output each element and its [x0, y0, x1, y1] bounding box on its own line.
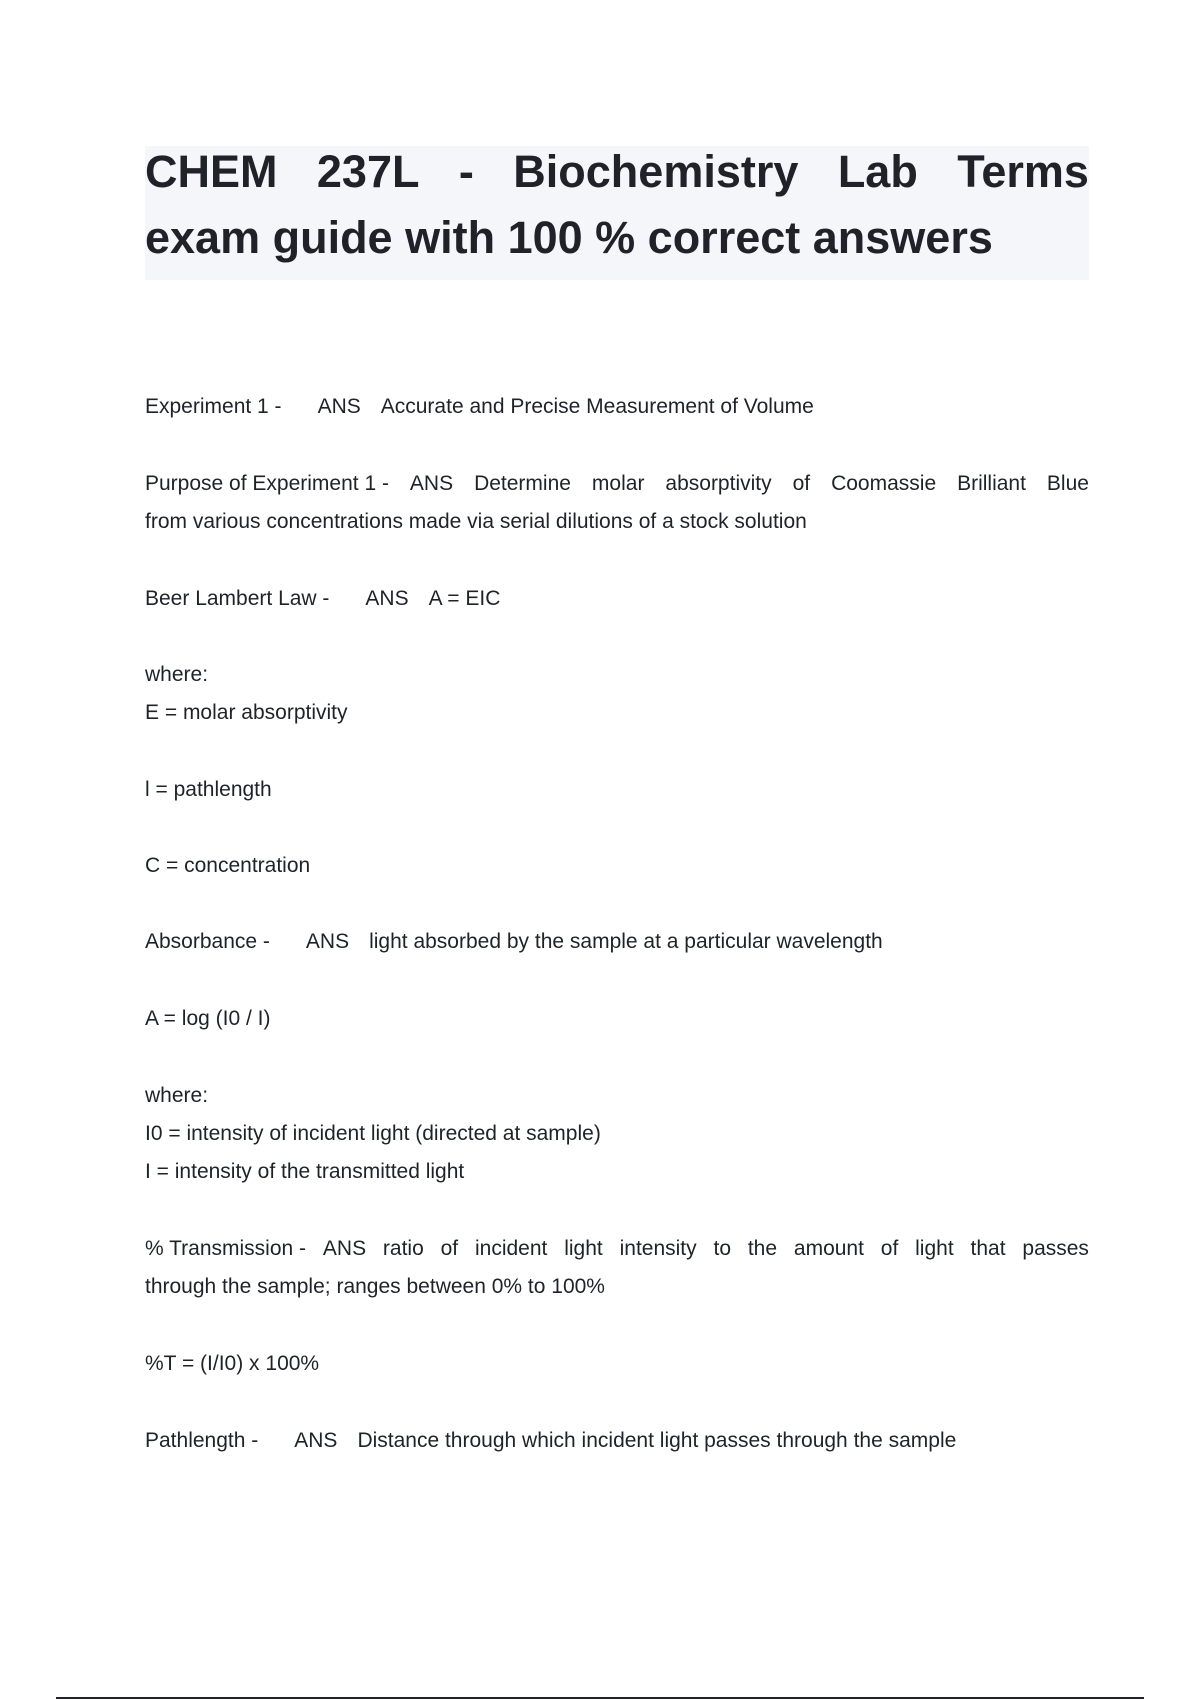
term: Pathlength -: [145, 1429, 259, 1452]
term: % Transmission -: [145, 1237, 307, 1260]
entry-beer-lambert: [145, 585, 1089, 613]
title-word: CHEM: [145, 146, 278, 197]
footer-rule: [56, 1697, 1144, 1699]
ans-label: ANS: [294, 1429, 338, 1452]
definition-word: to: [713, 1237, 731, 1260]
definition: Distance through which incident light passes through the sample: [357, 1429, 957, 1452]
title-word: Lab: [837, 146, 918, 197]
entry-pathlength: [145, 1427, 1089, 1455]
entry-absorbance: [145, 928, 1089, 956]
l-definition: l = pathlength: [145, 778, 272, 801]
definition: Accurate and Precise Measurement of Volume: [380, 395, 814, 418]
definition-word: Brilliant: [957, 472, 1026, 495]
definition-word: Determine: [474, 472, 571, 495]
definition-word: amount: [793, 1237, 864, 1260]
entry-transmission-line-2: through the sample; ranges between 0% to 100%: [145, 1275, 605, 1298]
absorbance-formula: A = log (I0 / I): [145, 1007, 271, 1030]
title-word: 237L: [316, 146, 420, 197]
title-line-2: exam guide with 100 % correct answers: [145, 212, 993, 263]
definition-word: that: [970, 1237, 1006, 1260]
entry-purpose-line-2: from various concentrations made via serial dilutions of a stock solution: [145, 510, 807, 533]
ans-label: ANS: [317, 395, 361, 418]
document-title: [145, 0, 1089, 300]
where-label-2: where:: [145, 1084, 209, 1107]
term: Absorbance -: [145, 930, 270, 953]
entry-transmission-line-1: [145, 1235, 1089, 1263]
transmission-formula: %T = (I/I0) x 100%: [145, 1352, 320, 1375]
definition-word: of: [880, 1237, 899, 1260]
title-word: Biochemistry: [513, 146, 799, 197]
entry-experiment-1: [145, 393, 1089, 421]
definition-word: of: [792, 472, 811, 495]
ans-label: ANS: [365, 587, 409, 610]
i-definition: I = intensity of the transmitted light: [145, 1160, 465, 1183]
definition-word: the: [747, 1237, 778, 1260]
where-label-1: where:: [145, 663, 209, 686]
definition-word: molar: [591, 472, 645, 495]
definition-word: Blue: [1046, 472, 1089, 495]
definition-word: light: [915, 1237, 954, 1260]
term: Experiment 1 -: [145, 395, 282, 418]
definition-word: absorptivity: [665, 472, 772, 495]
term: Purpose of Experiment 1 -: [145, 472, 389, 495]
title-word: Terms: [957, 146, 1089, 197]
definition-word: passes: [1022, 1237, 1089, 1260]
title-line-1: [145, 144, 1089, 200]
definition-word: intensity: [619, 1237, 697, 1260]
definition-word: of: [440, 1237, 459, 1260]
i0-definition: I0 = intensity of incident light (directed at sample): [145, 1122, 601, 1145]
ans-label: ANS: [305, 930, 350, 953]
entry-purpose-line-1: [145, 470, 1089, 498]
definition: A = EIC: [428, 587, 501, 610]
definition-word: ratio: [382, 1237, 424, 1260]
ans-label: ANS: [409, 472, 454, 495]
title-word: -: [458, 146, 474, 197]
c-definition: C = concentration: [145, 854, 311, 877]
term: Beer Lambert Law -: [145, 587, 330, 610]
definition-word: light: [564, 1237, 603, 1260]
definition: light absorbed by the sample at a particular wavelength: [369, 930, 883, 953]
e-definition: E = molar absorptivity: [145, 701, 348, 724]
ans-label: ANS: [322, 1237, 367, 1260]
definition-word: Coomassie: [831, 472, 937, 495]
definition-word: incident: [474, 1237, 548, 1260]
